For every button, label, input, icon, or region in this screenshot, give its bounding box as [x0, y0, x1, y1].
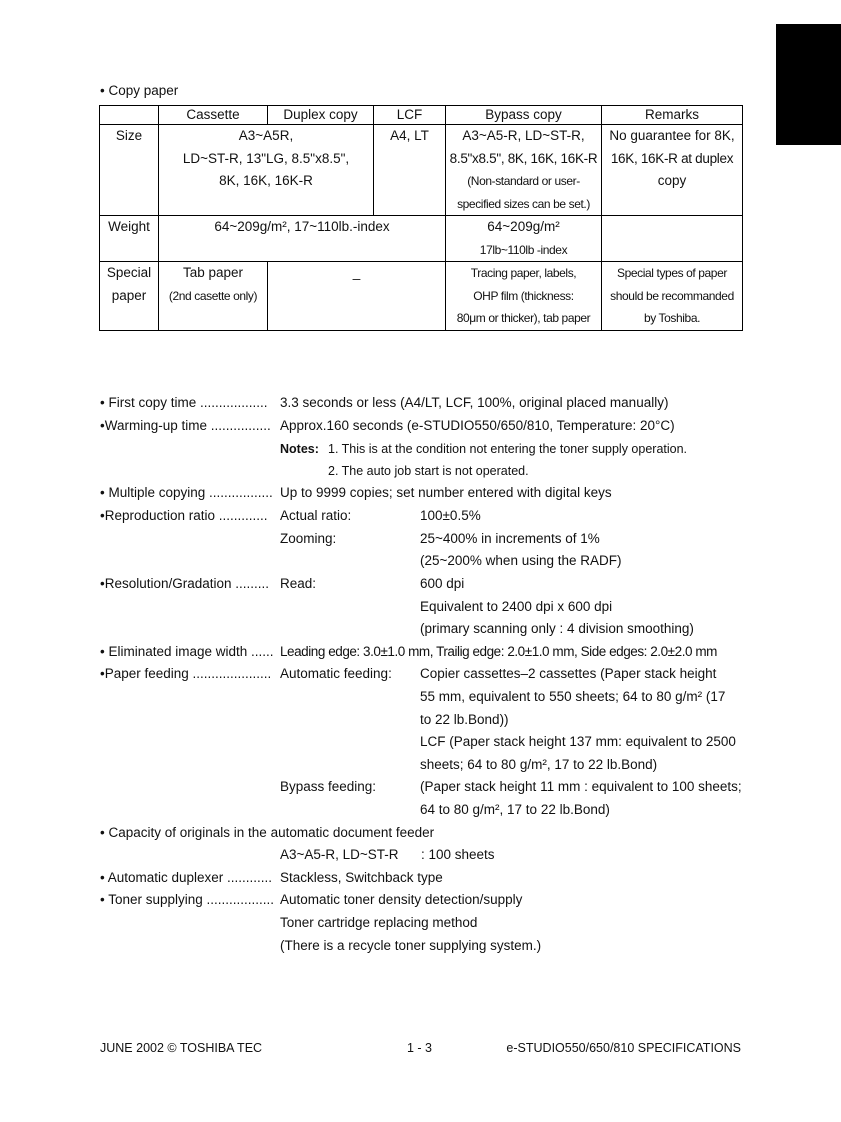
footer-right: e-STUDIO550/650/810 SPECIFICATIONS	[506, 1041, 741, 1055]
cell-line: Special types of paper	[617, 266, 727, 280]
cell-line: Tracing paper, labels,	[470, 266, 577, 280]
footer-left: JUNE 2002 © TOSHIBA TEC	[100, 1041, 263, 1055]
spec-value: (Paper stack height 11 mm : equivalent to 100 sheets;	[420, 779, 742, 794]
cell-line: copy	[657, 173, 687, 188]
spec-value: 600 dpi	[420, 576, 465, 591]
row-label	[100, 262, 159, 331]
size-bypass	[446, 125, 602, 216]
spec-value: (There is a recycle toner supplying system.)	[280, 938, 542, 953]
spec-label: • Capacity of originals in the automatic document feeder	[100, 825, 435, 840]
spec-value: Automatic toner density detection/supply	[280, 892, 523, 907]
size-cassette-duplex	[159, 125, 374, 216]
cell-line: (Non-standard or user-	[467, 174, 580, 188]
size-lcf: A4, LT	[374, 125, 446, 216]
table-header: Bypass copy	[446, 106, 602, 125]
spec-label: • Toner supplying ..................	[100, 892, 275, 907]
spec-label: • Multiple copying .................	[100, 485, 273, 500]
spec-value: 3.3 seconds or less (A4/LT, LCF, 100%, original placed manually)	[280, 395, 669, 410]
spec-value: 64 to 80 g/m², 17 to 22 lb.Bond)	[420, 802, 610, 817]
weight-bypass	[446, 216, 602, 262]
cell-line: A3~A5-R, LD~ST-R,	[462, 128, 585, 143]
copy-paper-table	[99, 105, 743, 331]
row-label: Size	[100, 125, 159, 216]
cell-line: No guarantee for 8K,	[609, 128, 735, 143]
special-duplex-lcf: _	[268, 262, 446, 331]
spec-value: (primary scanning only : 4 division smoothing)	[420, 621, 694, 636]
spec-value: sheets; 64 to 80 g/m², 17 to 22 lb.Bond)	[420, 757, 658, 772]
table-header: Cassette	[159, 106, 268, 125]
spec-sublabel: Read:	[280, 576, 317, 591]
table-row	[100, 125, 743, 216]
note-text: 2. The auto job start is not operated.	[328, 464, 529, 478]
spec-sublabel: Actual ratio:	[280, 508, 352, 523]
cell-line: Tab paper	[182, 265, 244, 280]
special-cassette	[159, 262, 268, 331]
spec-value: Toner cartridge replacing method	[280, 915, 478, 930]
table-row	[100, 262, 743, 331]
footer-page-number: 1 - 3	[407, 1041, 433, 1055]
spec-value: LCF (Paper stack height 137 mm: equivalent to 2500	[420, 734, 736, 749]
note-text: 1. This is at the condition not entering the toner supply operation.	[328, 442, 688, 456]
spec-label: •Resolution/Gradation .........	[100, 576, 270, 591]
cell-line: 64~209g/m²	[487, 219, 560, 234]
table-header	[100, 106, 159, 125]
spec-value: Equivalent to 2400 dpi x 600 dpi	[420, 599, 613, 614]
spec-sublabel: Automatic feeding:	[280, 666, 392, 681]
spec-value: Up to 9999 copies; set number entered with digital keys	[280, 485, 612, 500]
spec-value: 55 mm, equivalent to 550 sheets; 64 to 80 g/m² (17	[420, 689, 726, 704]
spec-value: 100±0.5%	[420, 508, 481, 523]
section-tab-marker	[776, 24, 841, 145]
cell-line: should be recommanded	[610, 288, 734, 303]
table-header: Duplex copy	[268, 106, 374, 125]
spec-value: Copier cassettes–2 cassettes (Paper stack height	[420, 666, 717, 681]
weight-main: 64~209g/m², 17~110lb.-index	[159, 216, 446, 262]
table-header: LCF	[374, 106, 446, 125]
spec-sublabel: Bypass feeding:	[280, 779, 377, 794]
spec-value: (25~200% when using the RADF)	[420, 553, 622, 568]
spec-value: Approx.160 seconds (e-STUDIO550/650/810, Temperature: 20°C)	[280, 418, 675, 433]
spec-value: Leading edge: 3.0±1.0 mm, Trailig edge: 2.0±1.0 mm, Side edges: 2.0±2.0 mm	[280, 644, 717, 659]
spec-value: Stackless, Switchback type	[280, 870, 443, 885]
cell-line: (2nd casette only)	[168, 288, 258, 303]
cell-line: paper	[111, 287, 147, 303]
size-remarks	[602, 125, 743, 216]
spec-value: to 22 lb.Bond))	[420, 712, 509, 727]
special-remarks	[602, 262, 743, 331]
weight-remarks	[602, 216, 743, 262]
spec-label: • First copy time ..................	[100, 395, 268, 410]
spec-label: • Eliminated image width ......	[100, 644, 274, 659]
cell-line: OHP film (thickness:	[473, 288, 574, 303]
special-bypass	[446, 262, 602, 331]
cell-line: 8K, 16K, 16K-R	[219, 173, 313, 188]
cell-line: A3~A5R,	[238, 128, 294, 143]
table-header: Remarks	[602, 106, 743, 125]
cell-line: 16K, 16K-R at duplex	[610, 150, 734, 166]
cell-line: specified sizes can be set.)	[457, 196, 590, 211]
cell-line: 80μm or thicker), tab paper	[456, 311, 591, 325]
spec-value: : 100 sheets	[421, 847, 495, 862]
cell-line: Special	[106, 265, 152, 280]
spec-value: A3~A5-R, LD~ST-R	[280, 847, 399, 862]
copy-paper-title: • Copy paper	[100, 83, 179, 98]
spec-label: •Warming-up time ................	[100, 418, 271, 433]
row-label: Weight	[100, 216, 159, 262]
spec-sublabel: Zooming:	[280, 531, 337, 546]
cell-line: 8.5"x8.5", 8K, 16K, 16K-R	[449, 150, 598, 166]
spec-label: • Automatic duplexer ............	[100, 870, 273, 885]
spec-label: •Paper feeding .....................	[100, 666, 272, 681]
table-row	[100, 216, 743, 262]
table-header-row	[100, 106, 743, 125]
notes-label: Notes:	[280, 442, 319, 456]
cell-line: 17lb~110lb -index	[479, 242, 568, 257]
spec-value: 25~400% in increments of 1%	[420, 531, 600, 546]
cell-line: LD~ST-R, 13"LG, 8.5"x8.5",	[182, 150, 350, 166]
spec-label: •Reproduction ratio .............	[100, 508, 268, 523]
cell-line: by Toshiba.	[643, 311, 701, 325]
